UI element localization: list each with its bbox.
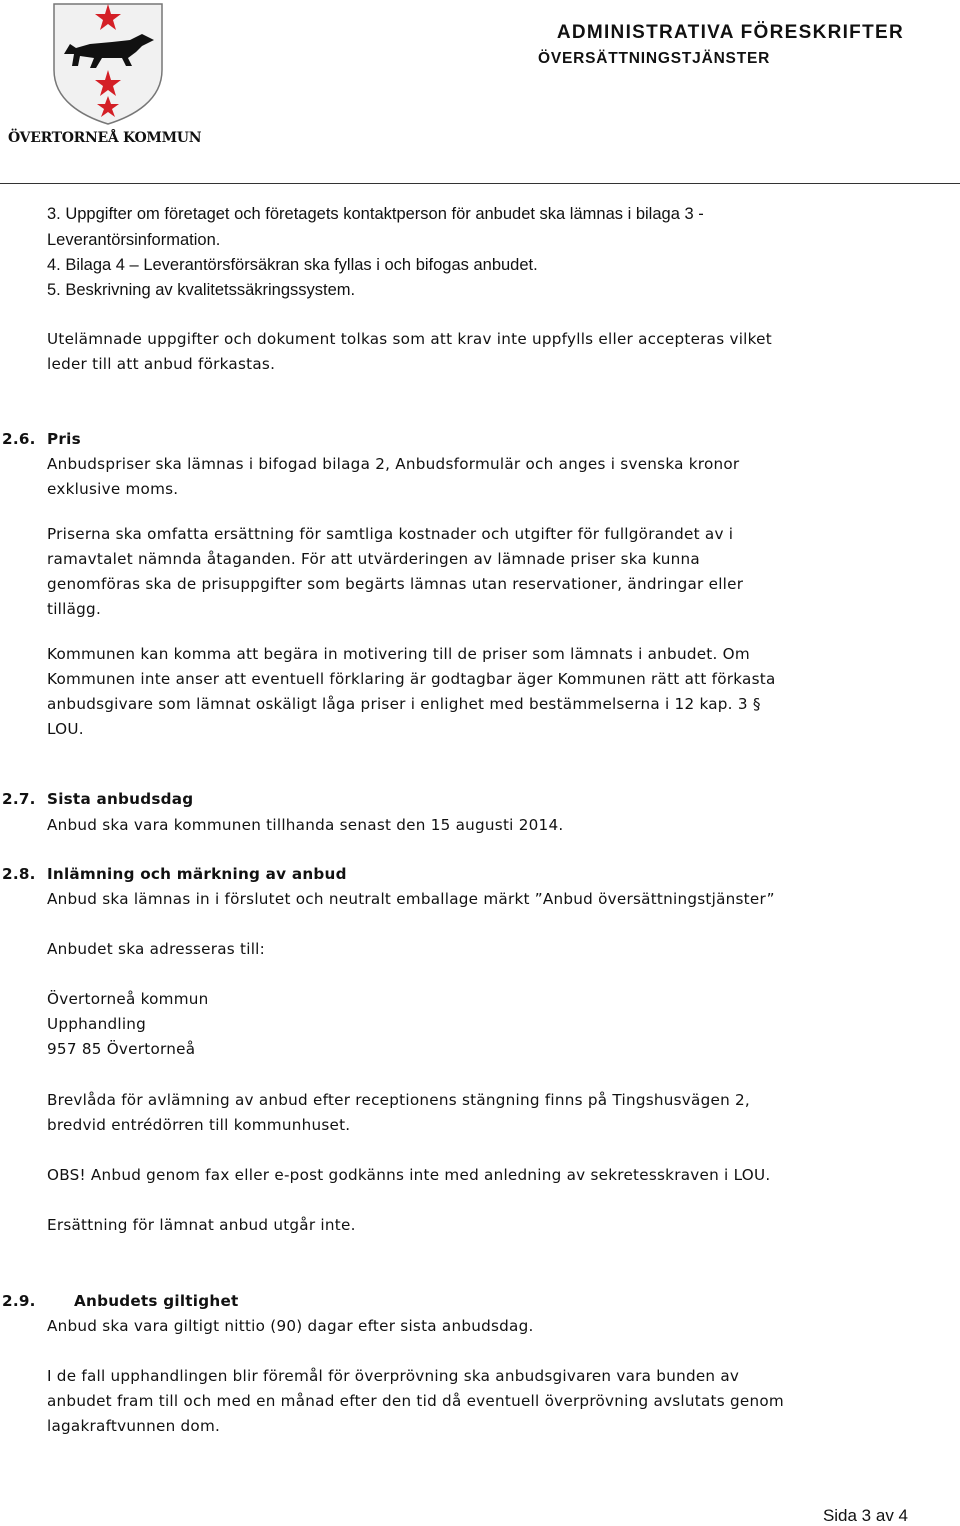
document-title: ADMINISTRATIVA FÖRESKRIFTER — [556, 22, 904, 43]
header-divider — [0, 183, 960, 184]
address-line: 957 85 Övertorneå — [47, 1040, 196, 1058]
paragraph-line: Anbud ska lämnas in i förslutet och neutralt emballage märkt ”Anbud översättningstjänster” — [47, 890, 775, 908]
paragraph-line: genomföras ska de prisuppgifter som begärts lämnas utan reservationer, ändringar eller — [47, 575, 744, 593]
paragraph-line: I de fall upphandlingen blir föremål för överprövning ska anbudsgivaren vara bunden av — [47, 1367, 740, 1385]
coat-of-arms-icon — [50, 0, 166, 126]
paragraph-line: Priserna ska omfatta ersättning för samtliga kostnader och utgifter för fullgörandet av i — [47, 525, 734, 543]
section-number: 2.7. — [2, 790, 36, 808]
list-item: 3. Uppgifter om företaget och företagets kontaktperson för anbudet ska lämnas i bilaga 3 - — [47, 205, 704, 223]
paragraph-line: OBS! Anbud genom fax eller e-post godkänns inte med anledning av sekretesskraven i LOU. — [47, 1166, 771, 1184]
municipality-name: ÖVERTORNEÅ KOMMUN — [8, 130, 202, 146]
section-number: 2.8. — [2, 865, 36, 883]
section-number: 2.6. — [2, 430, 36, 448]
section-heading: Sista anbudsdag — [47, 790, 194, 808]
paragraph-line: anbudsgivare som lämnat oskäligt låga priser i enlighet med bestämmelserna i 12 kap. 3 § — [47, 695, 761, 713]
municipality-logo — [8, 0, 200, 150]
paragraph-line: tillägg. — [47, 600, 102, 618]
paragraph-line: Anbudspriser ska lämnas i bifogad bilaga 2, Anbudsformulär och anges i svenska kronor — [47, 455, 740, 473]
paragraph-line: bredvid entrédörren till kommunhuset. — [47, 1116, 351, 1134]
paragraph-line: Ersättning för lämnat anbud utgår inte. — [47, 1216, 356, 1234]
paragraph-line: ramavtalet nämnda åtaganden. För att utvärderingen av lämnade priser ska kunna — [47, 550, 700, 568]
list-item: 5. Beskrivning av kvalitetssäkringssystem. — [47, 281, 356, 299]
paragraph-line: Brevlåda för avlämning av anbud efter receptionens stängning finns på Tingshusvägen 2, — [47, 1091, 751, 1109]
paragraph-line: Kommunen kan komma att begära in motivering till de priser som lämnats i anbudet. Om — [47, 645, 750, 663]
list-item: Leverantörsinformation. — [47, 231, 221, 249]
address-line: Upphandling — [47, 1015, 147, 1033]
paragraph-line: lagakraftvunnen dom. — [47, 1417, 221, 1435]
paragraph-line: LOU. — [47, 720, 84, 738]
section-number: 2.9. — [2, 1292, 36, 1310]
address-line: Övertorneå kommun — [47, 990, 209, 1008]
paragraph-line: Anbudet ska adresseras till: — [47, 940, 266, 958]
paragraph-line: Anbud ska vara kommunen tillhanda senast den 15 augusti 2014. — [47, 816, 564, 834]
list-item: 4. Bilaga 4 – Leverantörsförsäkran ska fyllas i och bifogas anbudet. — [47, 256, 538, 274]
paragraph-line: Utelämnade uppgifter och dokument tolkas som att krav inte uppfylls eller accepteras vilket — [47, 330, 772, 348]
paragraph-line: Anbud ska vara giltigt nittio (90) dagar efter sista anbudsdag. — [47, 1317, 534, 1335]
page-number: Sida 3 av 4 — [822, 1506, 908, 1525]
paragraph-line: exklusive moms. — [47, 480, 179, 498]
section-heading: Pris — [47, 430, 81, 448]
paragraph-line: Kommunen inte anser att eventuell förklaring är godtagbar äger Kommunen rätt att förkasta — [47, 670, 776, 688]
paragraph-line: leder till att anbud förkastas. — [47, 355, 276, 373]
section-heading: Inlämning och märkning av anbud — [47, 865, 347, 883]
document-subtitle: ÖVERSÄTTNINGSTJÄNSTER — [538, 50, 771, 67]
paragraph-line: anbudet fram till och med en månad efter den tid då eventuell överprövning avslutats genom — [47, 1392, 784, 1410]
section-heading: Anbudets giltighet — [74, 1292, 239, 1310]
